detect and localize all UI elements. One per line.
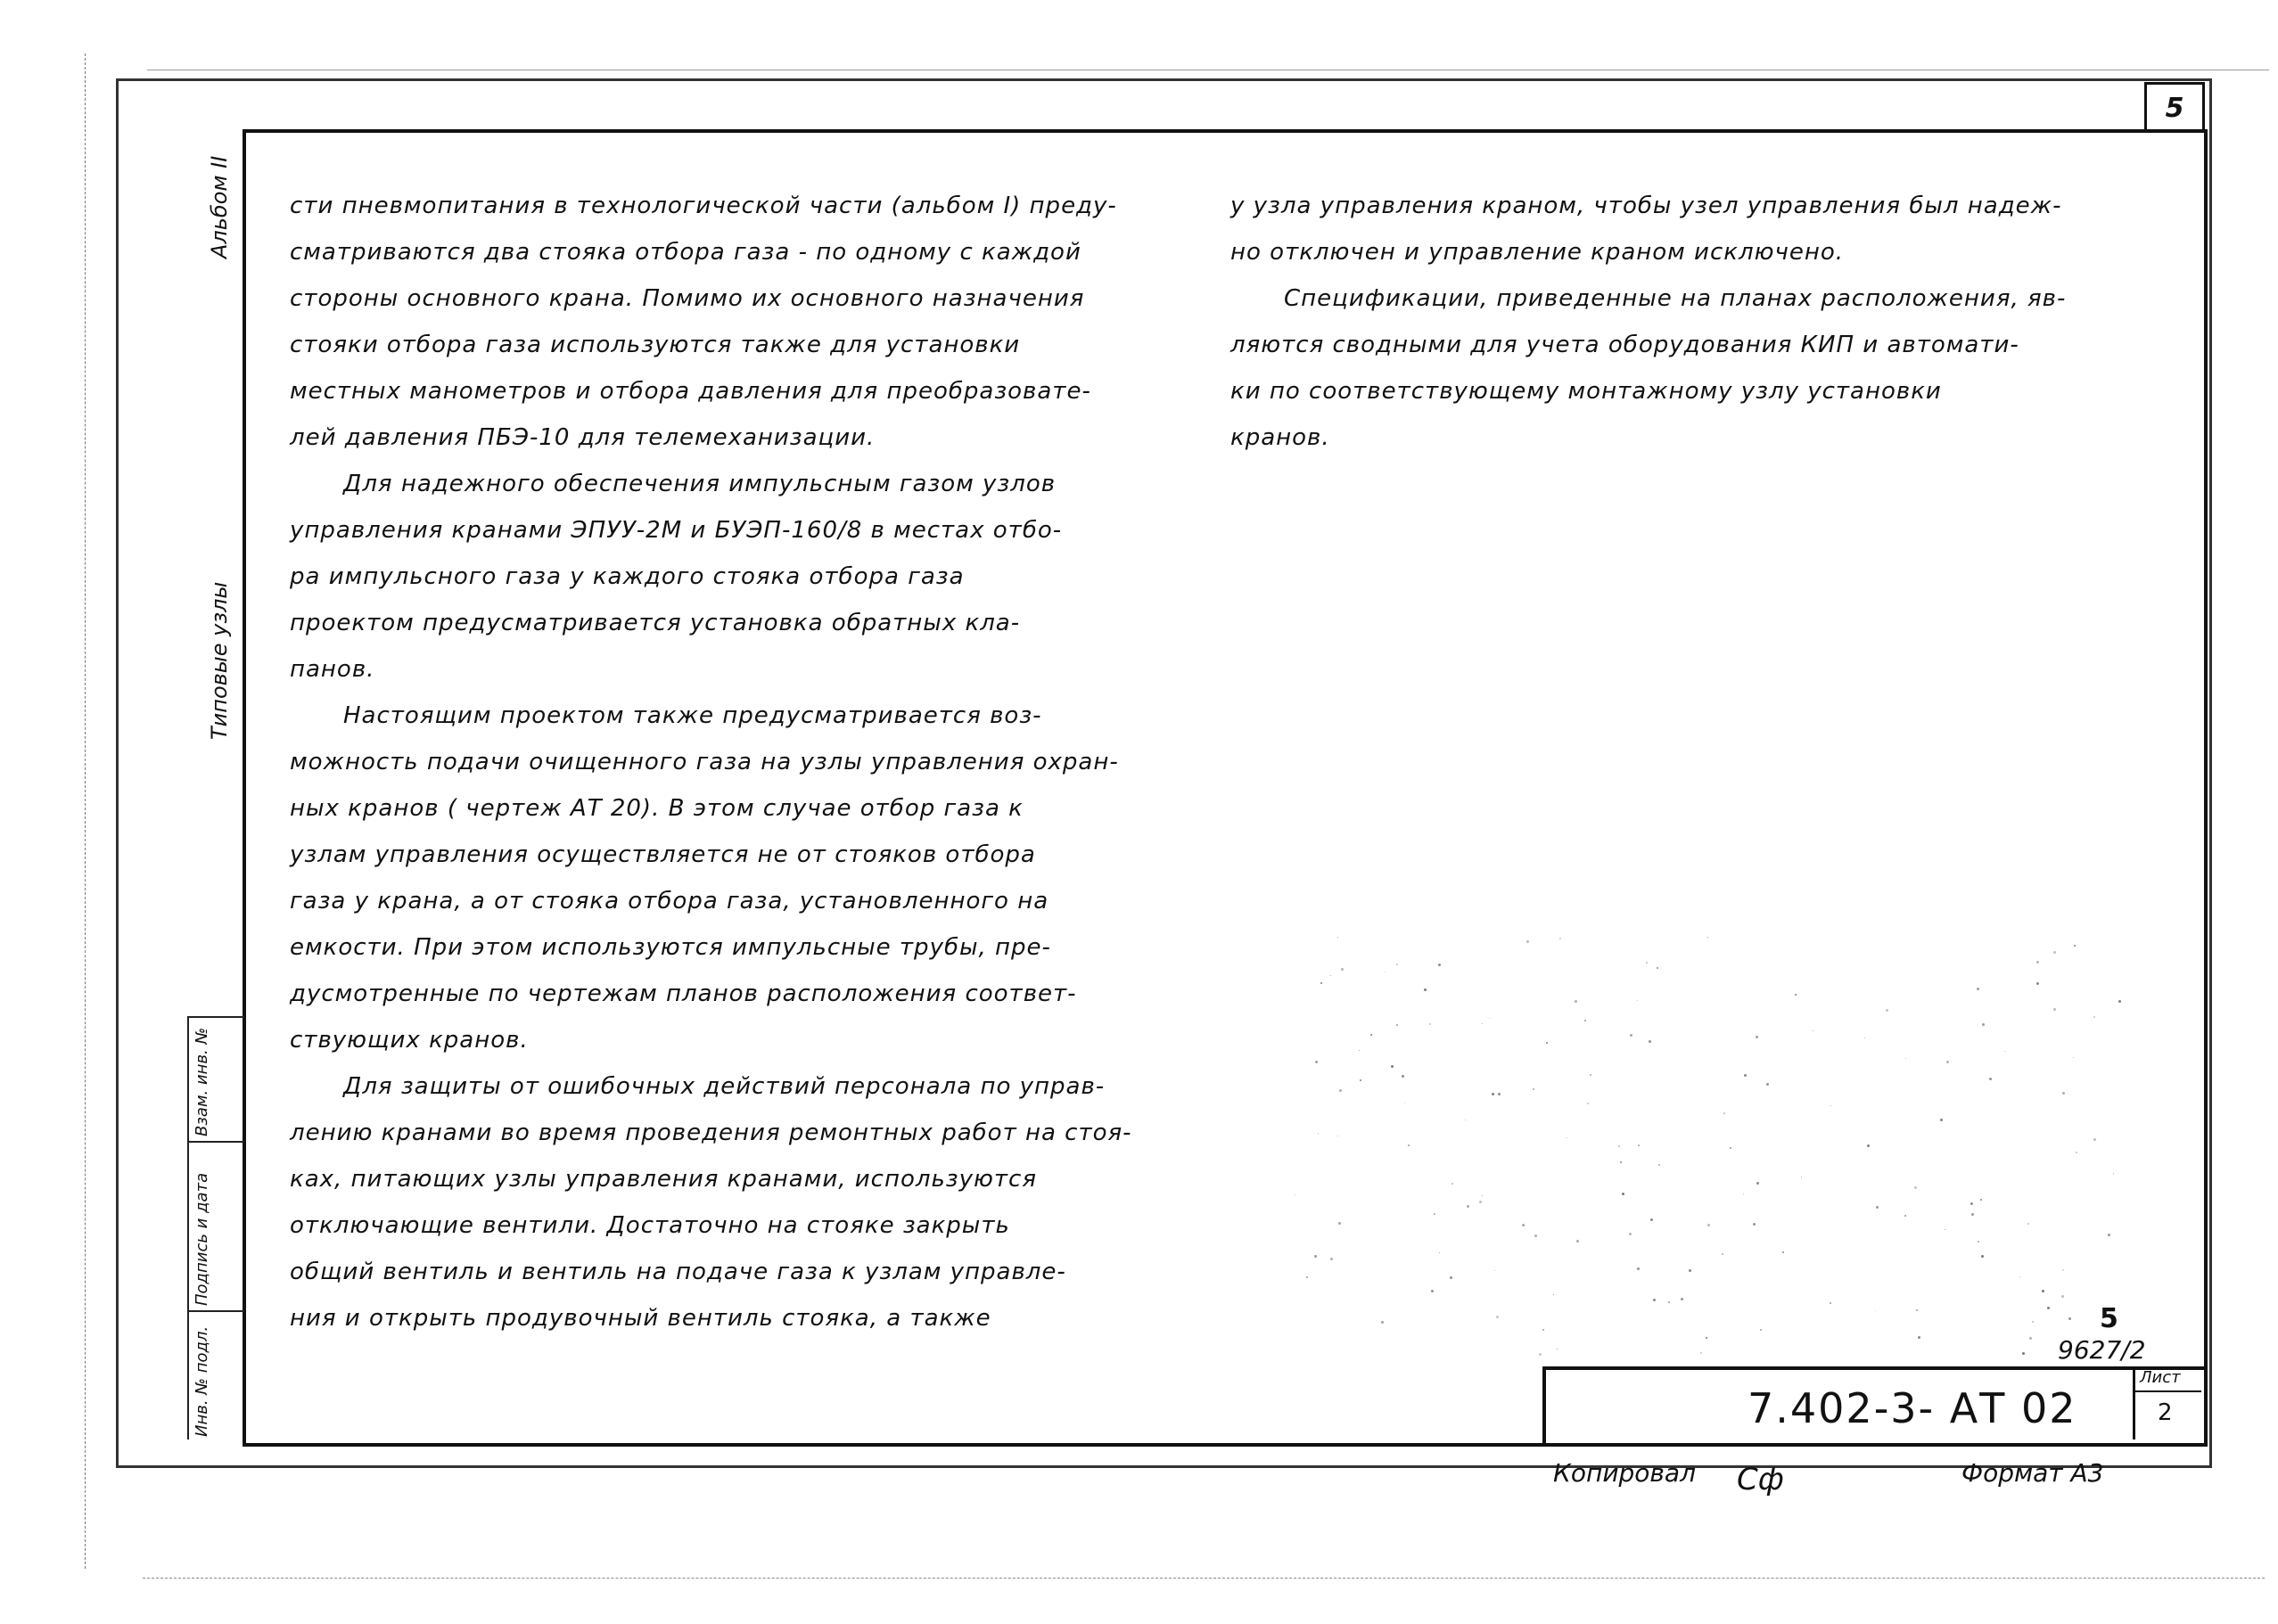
right-column-line: ляются сводными для учета оборудования КИП и автомати- xyxy=(1230,332,2019,358)
side-label-album: Альбом II xyxy=(207,155,232,258)
scan-speck xyxy=(1306,1276,1308,1278)
sheet-cell-divider xyxy=(2133,1390,2201,1392)
scan-speck xyxy=(1452,1183,1453,1185)
scan-speck xyxy=(1408,1144,1410,1146)
left-column-line: емкости. При этом используются импульсные трубы, пре- xyxy=(290,934,1051,961)
body-text-left-column xyxy=(290,183,1226,1341)
scan-speck xyxy=(1982,1023,1985,1026)
left-column-line: стороны основного крана. Помимо их основного назначения xyxy=(290,285,1085,312)
sheet-corner-number: 5 xyxy=(2144,82,2205,131)
scan-speck xyxy=(1706,1337,1707,1339)
scan-speck xyxy=(1753,1223,1756,1226)
left-column-line: Для надежного обеспечения импульсным газом узлов xyxy=(343,471,1057,497)
right-column-line: кранов. xyxy=(1230,424,1330,451)
left-column-line: ках, питающих узлы управления кранами, используются xyxy=(290,1166,1037,1193)
scan-speck xyxy=(1396,964,1398,965)
scan-speck xyxy=(2073,1057,2074,1058)
document-code: 7.402-3- АТ 02 xyxy=(1748,1384,2077,1432)
scan-speck xyxy=(1496,1316,1499,1318)
stamp-divider xyxy=(189,1310,244,1312)
left-column-line: сматриваются два стояка отбора газа - по одному с каждой xyxy=(290,239,1081,266)
document-number: 9627/2 xyxy=(2058,1335,2146,1365)
left-column-line: ния и открыть продувочный вентиль стояка, а также xyxy=(290,1305,991,1332)
scan-speck xyxy=(1450,1276,1452,1279)
stamp-divider xyxy=(189,1141,244,1143)
left-column-line: ра импульсного газа у каждого стояка отбора газа xyxy=(290,563,965,590)
body-text-right-column xyxy=(1230,183,2149,461)
scan-speck xyxy=(1620,1161,1622,1163)
scan-speck xyxy=(2074,945,2076,947)
scan-speck xyxy=(1946,1061,1949,1063)
scan-speck xyxy=(1498,1093,1501,1095)
right-column-line: у узла управления краном, чтобы узел управления был надеж- xyxy=(1230,193,2062,219)
copier-signature: Сф xyxy=(1737,1462,1784,1497)
scan-edge-line-bottom xyxy=(143,1578,2265,1579)
left-column-line: управления кранами ЭПУУ-2М и БУЭП-160/8 в местах отбо- xyxy=(290,517,1063,544)
format-label: Формат А3 xyxy=(1961,1458,2104,1488)
scan-speck xyxy=(1534,1234,1537,1237)
scan-speck xyxy=(2029,1337,2032,1340)
right-column-line: но отключен и управление краном исключено. xyxy=(1230,239,1844,266)
scan-speck xyxy=(1370,1034,1372,1036)
scan-speck xyxy=(2032,1321,2034,1323)
scan-speck xyxy=(2036,961,2039,964)
left-column-line: Настоящим проектом также предусматривается воз- xyxy=(343,702,1042,729)
left-column-line: ствующих кранов. xyxy=(290,1027,529,1054)
scan-speck xyxy=(1546,1042,1548,1044)
scan-speck xyxy=(1649,1040,1651,1043)
scan-speck xyxy=(1438,964,1441,966)
left-column-line: лей давления ПБЭ-10 для телемеханизации. xyxy=(290,424,876,451)
scan-speck xyxy=(1700,1352,1702,1354)
page-number: 5 xyxy=(2100,1303,2118,1334)
scan-speck xyxy=(1668,1301,1670,1303)
scan-speck xyxy=(1402,1075,1404,1078)
left-column-line: местных манометров и отбора давления для преобразовате- xyxy=(290,378,1091,405)
copied-label: Копировал xyxy=(1553,1458,1696,1488)
scan-speck xyxy=(1575,1000,1577,1003)
scan-speck xyxy=(1522,1224,1525,1226)
scan-speck xyxy=(1904,1215,1906,1217)
left-column-line: можность подачи очищенного газа на узлы управления охран- xyxy=(290,749,1119,775)
scan-speck xyxy=(1339,1089,1342,1092)
scan-speck xyxy=(1653,1299,1656,1301)
scan-speck xyxy=(1830,1105,1831,1106)
scan-speck xyxy=(1526,940,1529,943)
left-column-line: лению кранами во время проведения ремонтных работ на стоя- xyxy=(290,1120,1132,1146)
scan-speck xyxy=(1689,1269,1691,1272)
scan-speck xyxy=(1743,1193,1744,1194)
scan-speck xyxy=(1539,1353,1542,1356)
left-column-line: Для защиты от ошибочных действий персонала по управ- xyxy=(343,1073,1106,1100)
left-column-line: общий вентиль и вентиль на подаче газа к узлам управле- xyxy=(290,1259,1066,1285)
left-column-line: сти пневмопитания в технологической части (альбом I) преду- xyxy=(290,193,1117,219)
scan-speck xyxy=(1989,1078,1992,1080)
scan-speck xyxy=(1658,1164,1660,1166)
scan-speck xyxy=(1760,1329,1762,1331)
scan-speck xyxy=(1320,982,1322,984)
side-label-typical-nodes: Типовые узлы xyxy=(207,581,232,740)
stamp-field-inv-no: Инв. № подл. xyxy=(193,1325,211,1437)
stamp-field-signature-date: Подпись и дата xyxy=(193,1172,211,1306)
scan-edge-line-left xyxy=(85,53,86,1569)
scan-speck xyxy=(1424,988,1427,991)
scan-speck xyxy=(1341,968,1344,971)
scan-speck xyxy=(1638,1144,1640,1146)
scan-speck xyxy=(1542,1329,1544,1331)
scan-speck xyxy=(1622,1193,1624,1195)
stamp-field-replaced-inv-no: Взам. инв. № xyxy=(193,1027,211,1136)
scan-speck xyxy=(2027,1223,2029,1225)
left-column-line: панов. xyxy=(290,656,375,683)
left-column-line: газа у крана, а от стояка отбора газа, установленного на xyxy=(290,888,1049,915)
scan-speck xyxy=(1681,1298,1683,1300)
left-column-line: стояки отбора газа используются также для установки xyxy=(290,332,1021,358)
scan-speck xyxy=(2036,982,2039,985)
scan-speck xyxy=(2022,1352,2025,1355)
scan-speck xyxy=(1559,938,1561,939)
right-column-line: ки по соответствующему монтажному узлу установки xyxy=(1230,378,1942,405)
scan-speck xyxy=(1629,1233,1632,1235)
left-column-line: узлам управления осуществляется не от стояков отбора xyxy=(290,841,1036,868)
scan-speck xyxy=(1876,1206,1879,1209)
sheet-label: Лист xyxy=(2140,1368,2181,1387)
left-column-line: проектом предусматривается установка обратных кла- xyxy=(290,610,1021,636)
scan-speck xyxy=(1977,988,1979,990)
stamp-divider xyxy=(189,1016,244,1018)
scan-speck xyxy=(1970,1202,1973,1205)
scan-speck xyxy=(1971,1213,1974,1216)
left-column-line: дусмотренные по чертежам планов расположения соответ- xyxy=(290,980,1077,1007)
scan-speck xyxy=(1396,1024,1398,1026)
scan-speck xyxy=(2062,1092,2065,1095)
scan-speck xyxy=(1646,962,1648,964)
scan-speck xyxy=(1914,1186,1917,1189)
sheet-number: 2 xyxy=(2158,1399,2173,1426)
scan-speck xyxy=(1744,1074,1747,1077)
scan-speck xyxy=(1391,1065,1394,1068)
scan-speck xyxy=(2118,1000,2121,1003)
scan-speck xyxy=(1337,937,1338,938)
scan-speck xyxy=(1978,1241,1979,1243)
scan-speck xyxy=(1905,1058,1906,1059)
left-column-line: отключающие вентили. Достаточно на стояке закрыть xyxy=(290,1212,1010,1239)
scan-speck xyxy=(1618,1145,1620,1147)
scan-speck xyxy=(2068,1317,2071,1320)
right-column-line: Спецификации, приведенные на планах расположения, яв- xyxy=(1284,285,2067,312)
left-column-line: ных кранов ( чертеж АТ 20). В этом случае отбор газа к xyxy=(290,795,1024,822)
